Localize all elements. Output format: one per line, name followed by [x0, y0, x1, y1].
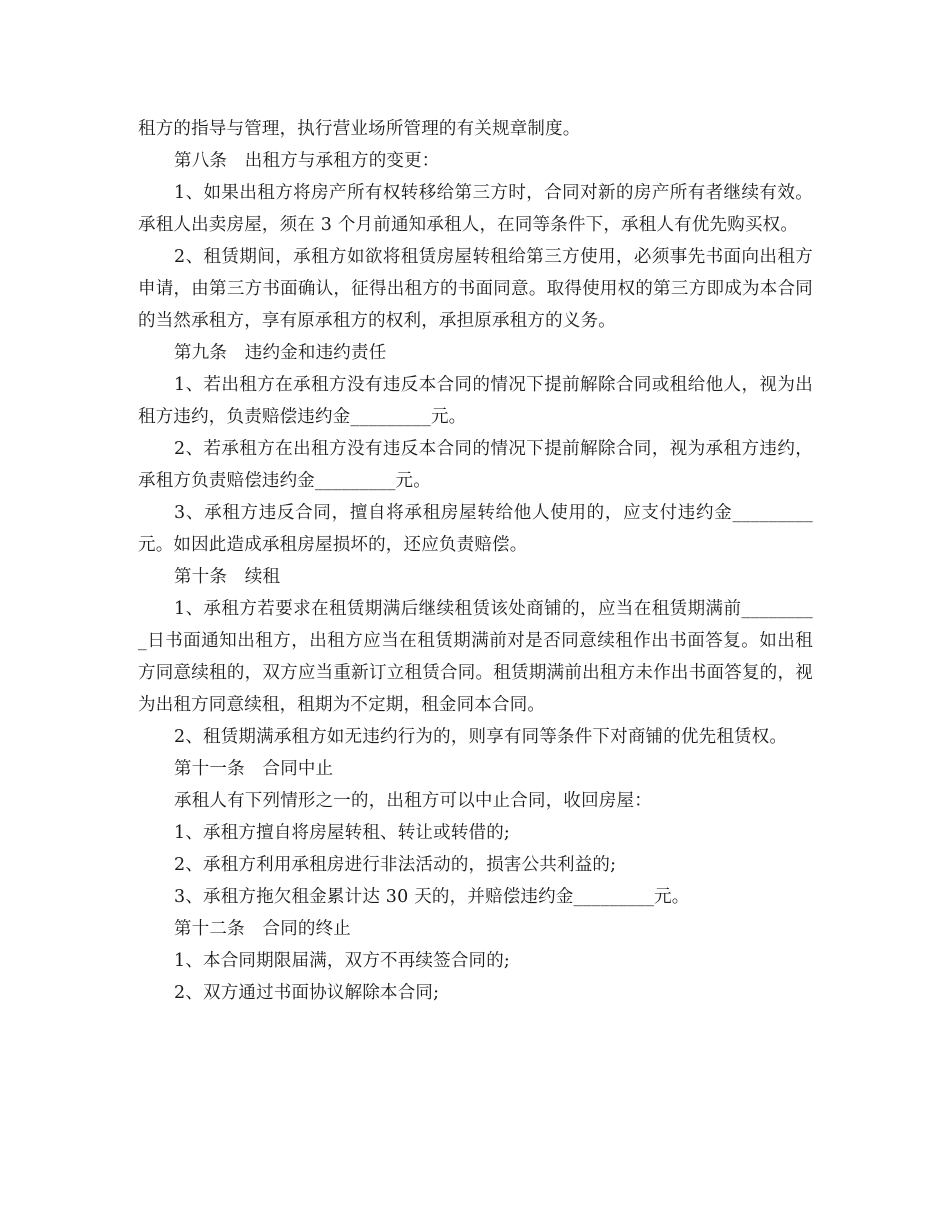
- article-8-clause-2: 2、租赁期间，承租方如欲将租赁房屋转租给第三方使用，必须事先书面向出租方申请，由第三方书面确认，征得出租方的书面同意。取得使用权的第三方即成为本合同的当然承租方，享有原承租方的权利，承担原承租方的义务。: [138, 247, 813, 331]
- article-11-heading: 第十一条 合同中止: [174, 759, 334, 779]
- document-body: [138, 113, 813, 1009]
- article-10-heading: 第十条 续租: [174, 567, 281, 587]
- article-11-item-1: 1、承租方擅自将房屋转租、转让或转借的;: [174, 823, 511, 843]
- paragraph-continuation: 租方的指导与管理，执行营业场所管理的有关规章制度。: [138, 119, 581, 139]
- article-9-heading: 第九条 违约金和违约责任: [174, 343, 387, 363]
- article-11-item-2: 2、承租方利用承租房进行非法活动的，损害公共利益的;: [174, 855, 617, 875]
- article-8-heading: 第八条 出租方与承租方的变更：: [174, 151, 440, 171]
- article-10-clause-1: 1、承租方若要求在租赁期满后继续租赁该处商铺的，应当在租赁期满前_________日书面通知出租方，出租方应当在租赁期满前对是否同意续租作出书面答复。如出租方同意续租的，双方应当重新订立租赁合同。租赁期满前出租方未作出书面答复的，视为出租方同意续租，租期为不定期，租金同本合同。: [138, 599, 813, 715]
- article-10-clause-2: 2、租赁期满承租方如无违约行为的，则享有同等条件下对商铺的优先租赁权。: [174, 727, 788, 747]
- article-9-clause-1: 1、若出租方在承租方没有违反本合同的情况下提前解除合同或租给他人，视为出租方违约，负责赔偿违约金_________元。: [138, 375, 813, 427]
- article-12-item-1: 1、本合同期限届满，双方不再续签合同的;: [174, 951, 511, 971]
- article-8-clause-1: 1、如果出租方将房产所有权转移给第三方时，合同对新的房产所有者继续有效。承租人出卖房屋，须在 3 个月前通知承租人，在同等条件下，承租人有优先购买权。: [138, 183, 813, 235]
- article-9-clause-2: 2、若承租方在出租方没有违反本合同的情况下提前解除合同，视为承租方违约，承租方负责赔偿违约金_________元。: [138, 439, 813, 491]
- article-9-clause-3: 3、承租方违反合同，擅自将承租房屋转给他人使用的，应支付违约金_________元。如因此造成承租房屋损坏的，还应负责赔偿。: [138, 503, 813, 555]
- article-12-item-2: 2、双方通过书面协议解除本合同;: [174, 983, 440, 1003]
- article-11-intro: 承租人有下列情形之一的，出租方可以中止合同，收回房屋：: [174, 791, 652, 811]
- article-12-heading: 第十二条 合同的终止: [174, 919, 351, 939]
- article-11-item-3: 3、承租方拖欠租金累计达 30 天的，并赔偿违约金_________元。: [174, 887, 690, 907]
